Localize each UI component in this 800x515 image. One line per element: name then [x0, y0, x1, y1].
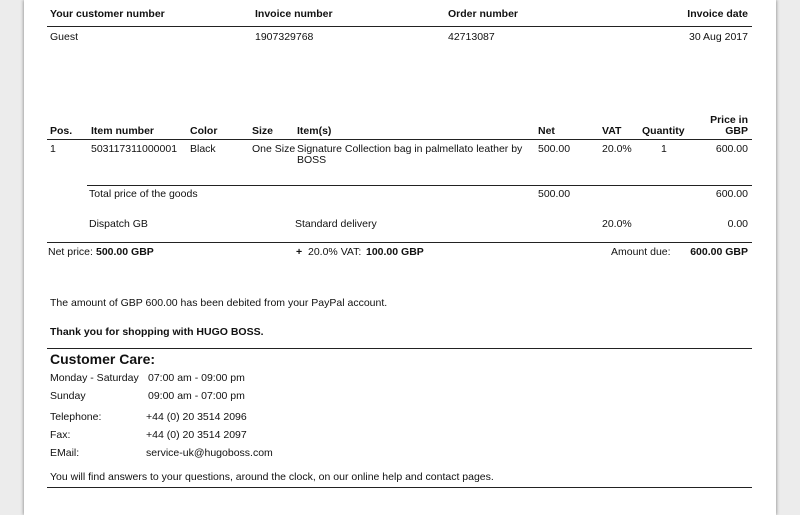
row-size: One Size [252, 143, 296, 155]
row-vat: 20.0% [602, 143, 632, 155]
header-divider [47, 26, 752, 27]
care-title: Customer Care: [50, 351, 156, 367]
vat-label: 20.0% VAT: [308, 246, 362, 258]
row-item-line1: Signature Collection bag in palmellato leather by [297, 143, 523, 155]
table-header-divider [47, 139, 752, 140]
total-goods-net: 500.00 [538, 188, 571, 200]
fax-label: Fax: [50, 429, 71, 441]
hours-sunday-label: Sunday [50, 390, 86, 402]
vat-value: 100.00 GBP [366, 246, 424, 258]
total-divider [87, 185, 752, 186]
telephone-value: +44 (0) 20 3514 2096 [146, 411, 247, 423]
col-color: Color [190, 125, 218, 137]
row-item-line2: BOSS [297, 154, 327, 166]
invoice-date-value: 30 Aug 2017 [689, 31, 748, 43]
email-value: service-uk@hugoboss.com [146, 447, 273, 459]
row-price: 600.00 [715, 143, 748, 155]
dispatch-label: Dispatch GB [89, 218, 148, 230]
net-price-value: 500.00 GBP [96, 246, 154, 258]
invoice-number-label: Invoice number [255, 8, 333, 20]
fax-value: +44 (0) 20 3514 2097 [146, 429, 247, 441]
care-divider-top [47, 348, 752, 349]
amount-due-label: Amount due: [611, 246, 671, 258]
col-net: Net [538, 125, 555, 137]
row-color: Black [190, 143, 216, 155]
vat-plus-sign: + [296, 246, 303, 258]
col-size: Size [252, 125, 274, 137]
col-items: Item(s) [297, 125, 332, 137]
col-pos: Pos. [50, 125, 73, 137]
amount-due-value: 600.00 GBP [690, 246, 748, 258]
row-net: 500.00 [538, 143, 571, 155]
email-label: EMail: [50, 447, 80, 459]
paypal-message: The amount of GBP 600.00 has been debited from your PayPal account. [50, 297, 388, 309]
col-vat: VAT [602, 125, 622, 137]
care-footer-note: You will find answers to your questions, around the clock, on our online help and contact pages. [50, 471, 494, 483]
invoice-date-label: Invoice date [687, 8, 748, 20]
row-item-number: 503117311000001 [91, 143, 178, 155]
care-divider-bottom [47, 487, 752, 488]
total-goods-label: Total price of the goods [89, 188, 198, 200]
summary-divider [47, 242, 752, 243]
col-price-line1: Price in [710, 114, 748, 126]
row-pos: 1 [50, 143, 56, 155]
order-number-label: Order number [448, 8, 519, 20]
invoice-number-value: 1907329768 [255, 31, 314, 43]
col-quantity: Quantity [642, 125, 685, 137]
hours-weekday-label: Monday - Saturday [50, 372, 139, 384]
customer-number-label: Your customer number [50, 8, 165, 20]
dispatch-method: Standard delivery [295, 218, 377, 230]
total-goods-price: 600.00 [715, 188, 748, 200]
col-price-line2: GBP [725, 125, 748, 137]
hours-sunday-value: 09:00 am - 07:00 pm [148, 390, 245, 402]
telephone-label: Telephone: [50, 411, 102, 423]
order-number-value: 42713087 [448, 31, 495, 43]
thanks-message: Thank you for shopping with HUGO BOSS. [50, 326, 264, 338]
invoice-page [24, 0, 776, 515]
dispatch-price: 0.00 [727, 218, 748, 230]
net-price-label: Net price: [48, 246, 93, 258]
dispatch-vat: 20.0% [602, 218, 632, 230]
customer-number-value: Guest [50, 31, 79, 43]
col-item-number: Item number [91, 125, 155, 137]
hours-weekday-value: 07:00 am - 09:00 pm [148, 372, 245, 384]
row-quantity: 1 [661, 143, 667, 155]
